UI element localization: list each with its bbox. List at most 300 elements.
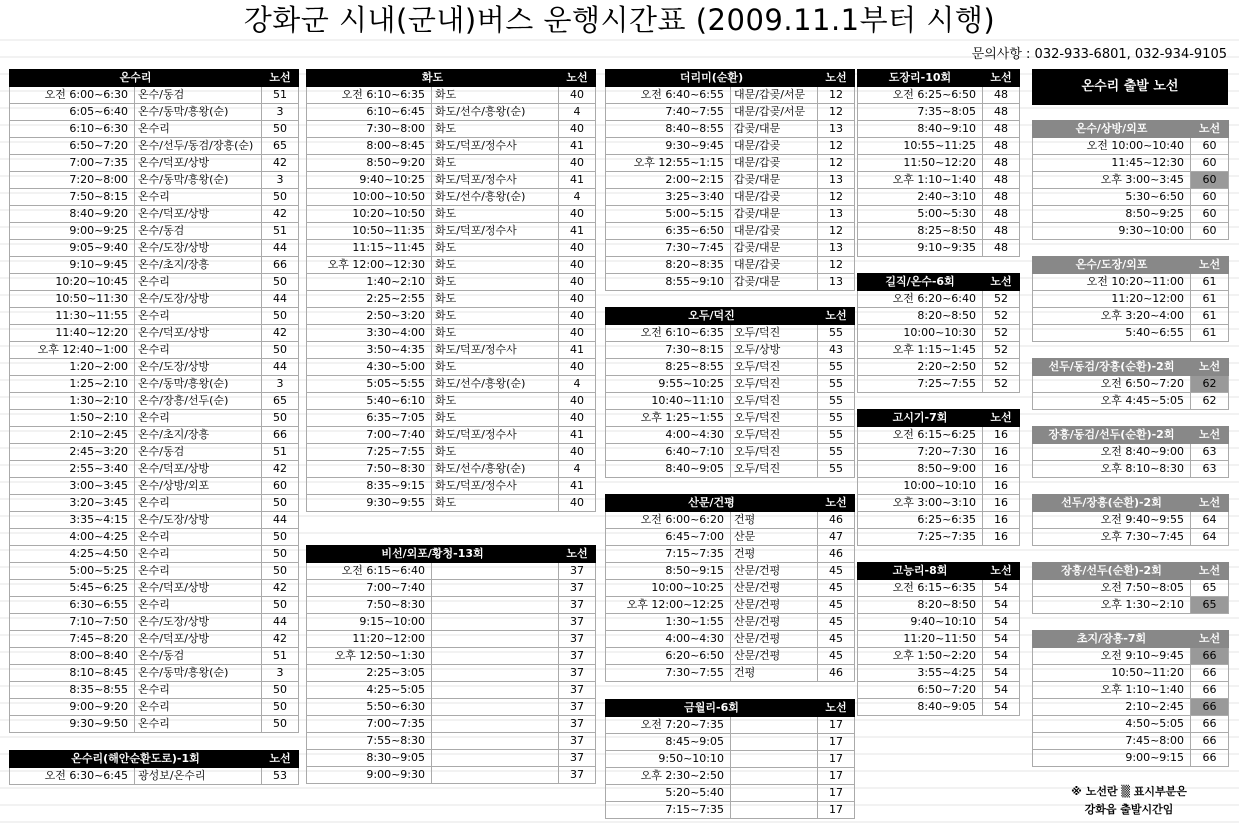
table-row <box>606 121 855 138</box>
departure-time: 1:30~1:55 <box>606 614 731 631</box>
route-stops: 오두/덕진 <box>731 359 818 376</box>
route-number: 52 <box>983 359 1020 376</box>
table-row <box>10 155 299 172</box>
route-stops: 온수리 <box>135 699 262 716</box>
departure-time: 7:30~8:15 <box>606 342 731 359</box>
route-stops: 온수/동검 <box>135 444 262 461</box>
route-stops: 오두/덕진 <box>731 376 818 393</box>
timetable-gosigi <box>857 409 1020 546</box>
route-number: 40 <box>559 308 596 325</box>
table-row <box>606 631 855 648</box>
table-row <box>10 223 299 240</box>
departure-time: 오후 1:50~2:20 <box>858 648 983 665</box>
timetable-goneungri <box>857 562 1020 716</box>
table-header: 더리미(순환) <box>606 70 818 87</box>
route-stops: 온수/덕포/상방 <box>135 461 262 478</box>
table-row <box>858 461 1020 478</box>
route-number: 66 <box>262 257 299 274</box>
table-row <box>307 206 596 223</box>
departure-time: 6:30~6:55 <box>10 597 135 614</box>
table-row <box>606 104 855 121</box>
route-number: 40 <box>559 87 596 104</box>
departure-time: 10:00~10:50 <box>307 189 432 206</box>
departure-time: 7:50~8:30 <box>307 461 432 478</box>
departure-time: 오전 6:25~6:50 <box>858 87 983 104</box>
departure-time: 9:10~9:45 <box>10 257 135 274</box>
departure-time: 오전 9:40~9:55 <box>1033 512 1191 529</box>
table-row <box>10 138 299 155</box>
route-number: 52 <box>983 342 1020 359</box>
route-number: 64 <box>1191 529 1229 546</box>
departure-time: 10:20~10:50 <box>307 206 432 223</box>
table-row <box>1033 189 1229 206</box>
table-row <box>606 206 855 223</box>
route-number: 50 <box>262 597 299 614</box>
departure-time: 8:50~9:25 <box>1033 206 1191 223</box>
route-stops <box>432 733 559 750</box>
route-stops: 온수/상방/외포 <box>135 478 262 495</box>
table-row <box>858 138 1020 155</box>
table-row <box>1033 393 1229 410</box>
route-number: 43 <box>818 342 855 359</box>
route-column-header: 노선 <box>262 70 299 87</box>
route-number: 3 <box>262 172 299 189</box>
departure-time: 오후 1:10~1:40 <box>858 172 983 189</box>
route-stops: 오두/덕진 <box>731 427 818 444</box>
route-column-header: 노선 <box>983 70 1020 87</box>
route-stops: 갑곶/대문 <box>731 172 818 189</box>
route-number: 12 <box>818 189 855 206</box>
table-row <box>10 189 299 206</box>
departure-time: 6:50~7:20 <box>858 682 983 699</box>
table-row <box>1033 580 1229 597</box>
route-stops <box>731 751 818 768</box>
route-number: 55 <box>818 427 855 444</box>
departure-time: 오전 6:15~6:35 <box>858 580 983 597</box>
departure-time: 8:40~9:05 <box>858 699 983 716</box>
route-number: 61 <box>1191 325 1229 342</box>
departure-time: 2:25~3:05 <box>307 665 432 682</box>
route-number: 48 <box>983 155 1020 172</box>
route-stops: 온수/덕포/상방 <box>135 631 262 648</box>
timetable-janghung-donggeom <box>1032 426 1229 478</box>
route-number: 44 <box>262 512 299 529</box>
table-row <box>307 444 596 461</box>
table-row <box>10 495 299 512</box>
route-number: 41 <box>559 138 596 155</box>
route-stops: 온수리 <box>135 410 262 427</box>
departure-time: 8:20~8:35 <box>606 257 731 274</box>
route-number: 54 <box>983 699 1020 716</box>
table-row <box>606 717 855 734</box>
route-number: 66 <box>1191 699 1229 716</box>
table-row <box>10 478 299 495</box>
table-row <box>10 291 299 308</box>
route-number: 46 <box>818 512 855 529</box>
route-number: 65 <box>262 393 299 410</box>
route-number: 50 <box>262 308 299 325</box>
table-row <box>606 87 855 104</box>
table-row <box>858 597 1020 614</box>
departure-time: 5:50~6:30 <box>307 699 432 716</box>
table-row <box>1033 308 1229 325</box>
departure-time: 5:00~5:15 <box>606 206 731 223</box>
departure-time: 오전 10:00~10:40 <box>1033 138 1191 155</box>
departure-time: 8:50~9:15 <box>606 563 731 580</box>
table-row <box>1033 172 1229 189</box>
timetable-choji <box>1032 630 1229 767</box>
table-row <box>10 359 299 376</box>
route-number: 40 <box>559 257 596 274</box>
contact-info: 문의사항 : 032-933-6801, 032-934-9105 <box>971 47 1227 62</box>
departure-time: 오전 9:10~9:45 <box>1033 648 1191 665</box>
route-number: 50 <box>262 563 299 580</box>
route-number: 50 <box>262 682 299 699</box>
route-number: 41 <box>559 172 596 189</box>
route-number: 65 <box>262 138 299 155</box>
departure-time: 8:00~8:45 <box>307 138 432 155</box>
departure-time: 오전 6:20~6:40 <box>858 291 983 308</box>
route-number: 60 <box>1191 206 1229 223</box>
page-title: 강화군 시내(군내)버스 운행시간표 (2009.11.1부터 시행) <box>243 3 996 37</box>
route-stops: 온수리 <box>135 495 262 512</box>
route-number: 55 <box>818 461 855 478</box>
table-row <box>1033 699 1229 716</box>
route-stops: 온수리 <box>135 597 262 614</box>
table-row <box>10 308 299 325</box>
route-number: 55 <box>818 376 855 393</box>
route-stops: 대문/갑곶 <box>731 223 818 240</box>
departure-time: 7:00~7:35 <box>307 716 432 733</box>
departure-time: 7:25~7:55 <box>307 444 432 461</box>
route-number: 12 <box>818 104 855 121</box>
departure-time: 9:10~9:35 <box>858 240 983 257</box>
route-stops: 산문/건평 <box>731 631 818 648</box>
table-row <box>858 631 1020 648</box>
table-header: 온수/상방/외포 <box>1033 121 1191 138</box>
departure-time: 오후 8:10~8:30 <box>1033 461 1191 478</box>
timetable-onsuri <box>9 69 299 733</box>
table-header: 온수리 <box>10 70 262 87</box>
table-row <box>858 325 1020 342</box>
route-stops: 온수/선두/동검/장흥(순) <box>135 138 262 155</box>
table-row <box>10 716 299 733</box>
route-number: 48 <box>983 138 1020 155</box>
table-row <box>858 376 1020 393</box>
table-row <box>1033 665 1229 682</box>
route-number: 40 <box>559 495 596 512</box>
route-number: 37 <box>559 733 596 750</box>
timetable-odu <box>605 307 855 478</box>
route-stops: 화도/선수/흥왕(순) <box>432 189 559 206</box>
route-number: 13 <box>818 121 855 138</box>
table-row <box>858 342 1020 359</box>
route-stops: 온수/동막/흥왕(순) <box>135 376 262 393</box>
table-row <box>307 240 596 257</box>
departure-time: 4:30~5:00 <box>307 359 432 376</box>
departure-time: 오전 6:50~7:20 <box>1033 376 1191 393</box>
route-stops: 온수/도장/상방 <box>135 614 262 631</box>
departure-time: 2:00~2:15 <box>606 172 731 189</box>
timetable-seondu-donggeom <box>1032 358 1229 410</box>
departure-time: 9:00~9:15 <box>1033 750 1191 767</box>
route-number: 50 <box>262 274 299 291</box>
route-number: 37 <box>559 750 596 767</box>
route-stops: 오두/덕진 <box>731 444 818 461</box>
departure-time: 오후 2:30~2:50 <box>606 768 731 785</box>
route-stops <box>432 614 559 631</box>
departure-time: 7:15~7:35 <box>606 802 731 819</box>
route-number: 40 <box>559 155 596 172</box>
route-number: 42 <box>262 631 299 648</box>
route-stops <box>432 665 559 682</box>
departure-time: 10:00~10:10 <box>858 478 983 495</box>
route-column-header: 노선 <box>983 563 1020 580</box>
table-row <box>10 121 299 138</box>
table-row <box>606 189 855 206</box>
table-row <box>1033 376 1229 393</box>
departure-time: 7:00~7:40 <box>307 427 432 444</box>
departure-time: 8:20~8:50 <box>858 308 983 325</box>
route-number: 42 <box>262 155 299 172</box>
route-number: 17 <box>818 751 855 768</box>
departure-time: 오후 1:25~1:55 <box>606 410 731 427</box>
route-number: 44 <box>262 359 299 376</box>
route-number: 60 <box>1191 172 1229 189</box>
route-column-header: 노선 <box>1191 563 1229 580</box>
route-number: 40 <box>559 410 596 427</box>
route-number: 48 <box>983 121 1020 138</box>
route-number: 61 <box>1191 308 1229 325</box>
route-number: 50 <box>262 410 299 427</box>
route-column-header: 노선 <box>1191 495 1229 512</box>
departure-time: 오후 7:30~7:45 <box>1033 529 1191 546</box>
table-row <box>10 580 299 597</box>
table-row <box>307 223 596 240</box>
route-number: 46 <box>818 665 855 682</box>
route-number: 66 <box>1191 648 1229 665</box>
route-number: 44 <box>262 240 299 257</box>
departure-time: 오전 6:30~6:45 <box>10 768 135 785</box>
route-number: 55 <box>818 325 855 342</box>
route-stops: 화도 <box>432 495 559 512</box>
route-number: 48 <box>983 104 1020 121</box>
route-stops: 화도/덕포/정수사 <box>432 223 559 240</box>
route-number: 41 <box>559 427 596 444</box>
route-number: 37 <box>559 665 596 682</box>
route-number: 37 <box>559 614 596 631</box>
departure-time: 9:00~9:20 <box>10 699 135 716</box>
route-number: 50 <box>262 121 299 138</box>
route-number: 37 <box>559 767 596 784</box>
table-row <box>1033 750 1229 767</box>
departure-time: 11:15~11:45 <box>307 240 432 257</box>
route-stops: 갑곶/대문 <box>731 274 818 291</box>
route-number: 62 <box>1191 393 1229 410</box>
departure-time: 오후 12:55~1:15 <box>606 155 731 172</box>
table-row <box>606 734 855 751</box>
route-number: 45 <box>818 597 855 614</box>
departure-time: 10:50~11:20 <box>1033 665 1191 682</box>
table-row <box>307 121 596 138</box>
route-number: 63 <box>1191 444 1229 461</box>
route-number: 4 <box>559 104 596 121</box>
route-stops: 오두/상방 <box>731 342 818 359</box>
departure-time: 9:50~10:10 <box>606 751 731 768</box>
table-row <box>858 682 1020 699</box>
table-row <box>1033 138 1229 155</box>
departure-time: 2:40~3:10 <box>858 189 983 206</box>
route-number: 46 <box>818 546 855 563</box>
departure-time: 11:50~12:20 <box>858 155 983 172</box>
route-number: 66 <box>1191 716 1229 733</box>
route-number: 66 <box>1191 733 1229 750</box>
table-row <box>858 699 1020 716</box>
table-row <box>858 155 1020 172</box>
departure-time: 7:00~7:35 <box>10 155 135 172</box>
departure-time: 6:35~6:50 <box>606 223 731 240</box>
departure-time: 9:00~9:30 <box>307 767 432 784</box>
table-row <box>10 325 299 342</box>
route-stops: 화도 <box>432 325 559 342</box>
route-number: 54 <box>983 580 1020 597</box>
table-row <box>307 665 596 682</box>
route-number: 12 <box>818 155 855 172</box>
route-number: 42 <box>262 325 299 342</box>
route-stops: 오두/덕진 <box>731 325 818 342</box>
route-number: 55 <box>818 359 855 376</box>
route-number: 45 <box>818 614 855 631</box>
departure-time: 6:45~7:00 <box>606 529 731 546</box>
timetable-seondu-janghung <box>1032 494 1229 546</box>
route-stops: 온수/동검 <box>135 87 262 104</box>
timetable-hwado <box>306 69 596 512</box>
route-number: 55 <box>818 410 855 427</box>
table-header: 온수리(해안순환도로)-1회 <box>10 751 262 768</box>
route-number: 48 <box>983 223 1020 240</box>
route-stops: 온수/도장/상방 <box>135 359 262 376</box>
departure-time: 오전 6:00~6:30 <box>10 87 135 104</box>
route-stops: 온수/동검 <box>135 223 262 240</box>
table-row <box>307 682 596 699</box>
route-stops <box>432 631 559 648</box>
route-number: 40 <box>559 206 596 223</box>
table-row <box>606 155 855 172</box>
table-row <box>10 376 299 393</box>
table-row <box>858 648 1020 665</box>
route-number: 54 <box>983 597 1020 614</box>
table-row <box>307 563 596 580</box>
departure-time: 9:40~10:10 <box>858 614 983 631</box>
departure-time: 9:05~9:40 <box>10 240 135 257</box>
table-row <box>858 359 1020 376</box>
route-number: 54 <box>983 665 1020 682</box>
table-row <box>307 597 596 614</box>
legend-note-line2: 강화읍 출발시간임 <box>1084 803 1174 816</box>
route-stops: 온수/초지/장흥 <box>135 427 262 444</box>
table-row <box>10 240 299 257</box>
departure-time: 10:40~11:10 <box>606 393 731 410</box>
table-row <box>606 580 855 597</box>
route-stops: 화도 <box>432 308 559 325</box>
route-number: 13 <box>818 206 855 223</box>
route-column-header: 노선 <box>1191 427 1229 444</box>
departure-time: 2:25~2:55 <box>307 291 432 308</box>
table-row <box>10 274 299 291</box>
table-row <box>10 104 299 121</box>
route-number: 37 <box>559 682 596 699</box>
table-row <box>307 461 596 478</box>
table-row <box>10 342 299 359</box>
departure-time: 11:20~11:50 <box>858 631 983 648</box>
departure-time: 3:20~3:45 <box>10 495 135 512</box>
route-column-header: 노선 <box>818 70 855 87</box>
route-number: 61 <box>1191 274 1229 291</box>
route-number: 66 <box>1191 682 1229 699</box>
route-number: 45 <box>818 563 855 580</box>
route-stops <box>432 580 559 597</box>
table-row <box>858 104 1020 121</box>
route-stops: 화도 <box>432 291 559 308</box>
table-row <box>1033 682 1229 699</box>
departure-time: 오전 6:00~6:20 <box>606 512 731 529</box>
table-header: 산문/건평 <box>606 495 818 512</box>
departure-time: 10:00~10:25 <box>606 580 731 597</box>
route-stops: 온수/장흥/선두(순) <box>135 393 262 410</box>
route-stops: 대문/갑곶 <box>731 155 818 172</box>
table-row <box>858 529 1020 546</box>
departure-time: 3:30~4:00 <box>307 325 432 342</box>
table-row <box>858 495 1020 512</box>
departure-time: 6:10~6:45 <box>307 104 432 121</box>
route-stops <box>731 734 818 751</box>
table-row <box>307 291 596 308</box>
table-row <box>606 359 855 376</box>
route-stops: 화도/덕포/정수사 <box>432 478 559 495</box>
table-row <box>307 342 596 359</box>
departure-time: 4:25~4:50 <box>10 546 135 563</box>
table-row <box>10 682 299 699</box>
table-row <box>307 699 596 716</box>
departure-time: 오전 8:40~9:00 <box>1033 444 1191 461</box>
table-row <box>606 529 855 546</box>
route-number: 17 <box>818 785 855 802</box>
table-row <box>606 172 855 189</box>
route-stops <box>731 802 818 819</box>
route-number: 37 <box>559 699 596 716</box>
route-stops: 온수리 <box>135 342 262 359</box>
route-number: 63 <box>1191 461 1229 478</box>
route-stops <box>432 767 559 784</box>
route-number: 16 <box>983 478 1020 495</box>
route-number: 52 <box>983 291 1020 308</box>
route-number: 17 <box>818 717 855 734</box>
route-column-header: 노선 <box>262 751 299 768</box>
table-row <box>10 172 299 189</box>
departure-time: 9:30~10:00 <box>1033 223 1191 240</box>
route-stops: 온수/도장/상방 <box>135 512 262 529</box>
table-row <box>10 257 299 274</box>
table-row <box>858 240 1020 257</box>
table-row <box>1033 155 1229 172</box>
table-row <box>307 189 596 206</box>
departure-time: 8:30~9:05 <box>307 750 432 767</box>
departure-time: 2:45~3:20 <box>10 444 135 461</box>
timetable-onsuri-haean <box>9 750 299 785</box>
route-stops: 산문/건평 <box>731 563 818 580</box>
departure-time: 9:15~10:00 <box>307 614 432 631</box>
route-number: 37 <box>559 631 596 648</box>
